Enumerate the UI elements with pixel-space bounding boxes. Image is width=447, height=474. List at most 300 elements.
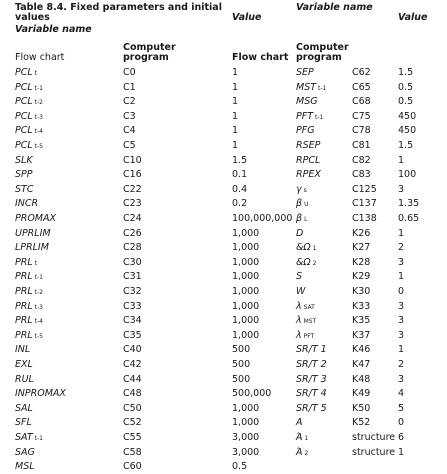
flow-chart-variable <box>15 357 33 372</box>
initial-value <box>232 445 259 460</box>
flow-chart-variable-text: PRL <box>15 329 33 341</box>
flow-chart-variable-right-text: β <box>296 198 303 210</box>
table-row <box>0 357 447 372</box>
initial-value-text: 1,000 <box>232 227 260 239</box>
computer-program-code-right <box>352 94 371 109</box>
table-row <box>0 138 447 153</box>
flow-chart-variable-right <box>296 430 308 446</box>
computer-program-code-right-text: K29 <box>352 271 371 283</box>
flow-chart-variable <box>15 211 56 226</box>
initial-value-text: 1,000 <box>232 256 260 268</box>
computer-program-code-right <box>352 415 370 430</box>
computer-program-code-text: C3 <box>123 110 136 122</box>
initial-value-text: 0.5 <box>232 461 248 473</box>
initial-value-text: 100,000,000 <box>232 213 293 224</box>
initial-value-right <box>398 372 404 387</box>
initial-value-right-text: 2 <box>398 242 405 254</box>
initial-value <box>232 109 238 124</box>
flow-chart-variable-right-subscript: 1 <box>312 245 317 253</box>
initial-value <box>232 211 292 226</box>
computer-program-code-right <box>352 182 377 197</box>
flow-chart-variable-text: PRL <box>15 286 33 297</box>
computer-program-header-line2: program <box>123 52 169 63</box>
table-row <box>0 401 447 416</box>
flow-chart-variable-right-text: MST <box>296 81 317 93</box>
table-title: Table 8.4. Fixed parameters and initial <box>15 2 222 13</box>
initial-value <box>232 357 250 372</box>
computer-program-code-text: C26 <box>123 227 142 239</box>
flow-chart-variable-right-text: MSG <box>296 96 318 108</box>
computer-program-code <box>123 211 142 226</box>
computer-program-code-right <box>352 342 370 357</box>
computer-program-code-right <box>352 196 377 211</box>
computer-program-code <box>123 284 142 299</box>
initial-value <box>232 459 247 474</box>
flow-chart-variable-right-text: SR/T 3 <box>296 373 327 385</box>
flow-chart-variable-right-text: RPEX <box>296 169 321 181</box>
table-row <box>0 255 447 270</box>
initial-value-text: 1 <box>232 140 239 151</box>
computer-program-code <box>123 240 142 255</box>
flow-chart-variable-right-text: SR/T 2 <box>296 359 327 370</box>
flow-chart-variable-subscript: t-5 <box>34 332 43 340</box>
flow-chart-variable-right-text: W <box>296 286 306 297</box>
flow-chart-variable <box>15 401 33 416</box>
initial-value <box>232 430 259 445</box>
flow-chart-variable-right <box>296 94 318 109</box>
initial-value-right-text: 0.65 <box>398 213 420 224</box>
computer-program-code-right <box>352 255 370 270</box>
initial-value-right-text: 6 <box>398 432 405 443</box>
initial-value <box>232 269 259 284</box>
computer-program-code <box>123 80 136 95</box>
flow-chart-variable-right-text: RPCL <box>296 154 321 166</box>
initial-value <box>232 226 259 241</box>
table-row <box>0 372 447 387</box>
computer-program-code-right <box>352 211 377 226</box>
initial-value-right <box>398 401 404 416</box>
flow-chart-variable <box>15 167 33 182</box>
flow-chart-variable-text: SFL <box>15 417 32 429</box>
initial-value-right <box>398 138 413 153</box>
table-row <box>0 299 447 314</box>
flow-chart-variable-subscript: t <box>34 70 38 77</box>
flow-chart-variable-text: EXL <box>15 359 33 370</box>
initial-value-text: 1 <box>232 96 239 108</box>
computer-program-code-right-text: K50 <box>352 402 371 414</box>
computer-program-code-right <box>352 430 395 445</box>
computer-program-code-text: C4 <box>123 125 136 137</box>
initial-value-text: 3,000 <box>232 446 260 458</box>
flow-chart-variable-subscript: t-1 <box>34 274 43 282</box>
initial-value-right <box>398 211 419 226</box>
table-row <box>0 328 447 343</box>
flow-chart-variable-text: PCL <box>15 110 33 122</box>
computer-program-code-right <box>352 226 370 241</box>
initial-value <box>232 328 259 343</box>
initial-value <box>232 80 238 95</box>
computer-program-code-right-text: K52 <box>352 417 371 429</box>
flow-chart-variable <box>15 299 43 315</box>
flow-chart-variable-right <box>296 342 327 357</box>
initial-value-right-text: 450 <box>398 125 417 137</box>
flow-chart-variable-right <box>296 153 320 168</box>
variable-name-header-right: Variable name <box>296 2 373 13</box>
flow-chart-variable-right <box>296 226 303 241</box>
computer-program-code-right <box>352 80 371 95</box>
table-row <box>0 94 447 109</box>
flow-chart-variable-text: PCL <box>15 67 33 78</box>
computer-program-code-right <box>352 167 371 182</box>
table-title-continued: values <box>15 12 50 23</box>
computer-program-code-right-text: C81 <box>352 140 371 151</box>
table-row <box>0 313 447 328</box>
computer-program-code-text: C2 <box>123 96 136 108</box>
computer-program-code-right <box>352 401 370 416</box>
computer-program-code-text: C44 <box>123 373 142 385</box>
flow-chart-variable-text: PCL <box>15 125 33 137</box>
computer-program-code-right <box>352 269 370 284</box>
flow-chart-variable-subscript: t-3 <box>34 113 43 121</box>
computer-program-code-text: C32 <box>123 286 142 297</box>
initial-value-text: 500 <box>232 344 251 356</box>
flow-chart-variable-text: UPRLIM <box>15 227 51 239</box>
flow-chart-variable-right-subscript: t-1 <box>315 113 324 121</box>
initial-value-right-text: 0 <box>398 417 405 429</box>
flow-chart-variable-subscript: t-1 <box>34 435 43 442</box>
initial-value-right-text: 1 <box>398 271 405 283</box>
initial-value-text: 3,000 <box>232 432 260 443</box>
flow-chart-variable-right <box>296 65 314 80</box>
flow-chart-variable-right <box>296 299 315 315</box>
table-row <box>0 65 447 80</box>
table-row <box>0 386 447 401</box>
flow-chart-variable <box>15 284 43 300</box>
computer-program-code <box>123 269 142 284</box>
computer-program-code-right-text: C138 <box>352 213 377 224</box>
flow-chart-variable-right-text: PFG <box>296 125 315 137</box>
computer-program-code <box>123 357 142 372</box>
table-row <box>0 182 447 197</box>
flow-chart-variable-text: INCR <box>15 198 39 210</box>
computer-program-code-right <box>352 123 371 138</box>
initial-value-text: 1.5 <box>232 154 248 166</box>
flow-chart-variable-right-subscript: MST <box>303 318 317 326</box>
computer-program-code <box>123 430 142 445</box>
flow-chart-variable-text: SAG <box>15 446 35 458</box>
flow-chart-variable-right <box>296 269 302 284</box>
computer-program-code-right-text: K47 <box>352 359 371 370</box>
initial-value <box>232 372 250 387</box>
computer-program-code-right <box>352 372 370 387</box>
initial-value-right-text: 1 <box>398 227 405 239</box>
initial-value-right <box>398 313 404 328</box>
flow-chart-variable <box>15 415 32 430</box>
flow-chart-variable <box>15 65 37 81</box>
initial-value-right-text: 1 <box>398 154 405 166</box>
flow-chart-variable-right-subscript: 2 <box>304 449 309 457</box>
initial-value-right-text: 3 <box>398 256 405 268</box>
flow-chart-variable-text: STC <box>15 183 34 195</box>
computer-program-code-right <box>352 313 370 328</box>
initial-value <box>232 65 238 80</box>
initial-value-right-text: 3 <box>398 300 405 312</box>
initial-value <box>232 255 259 270</box>
initial-value-text: 0.1 <box>232 169 248 181</box>
computer-program-code-text: C40 <box>123 344 142 356</box>
table-row <box>0 459 447 474</box>
computer-program-code <box>123 299 142 314</box>
initial-value-text: 500 <box>232 373 251 385</box>
initial-value-text: 1 <box>232 67 239 78</box>
flow-chart-variable-right <box>296 167 321 182</box>
computer-program-code <box>123 415 142 430</box>
flow-chart-variable <box>15 123 43 139</box>
initial-value <box>232 138 238 153</box>
initial-value-right <box>398 342 404 357</box>
computer-program-code <box>123 153 142 168</box>
flow-chart-variable <box>15 182 33 197</box>
flow-chart-variable <box>15 445 35 460</box>
computer-program-code-right <box>352 357 370 372</box>
flow-chart-variable-text: INL <box>15 344 31 356</box>
initial-value-text: 1,000 <box>232 286 260 297</box>
initial-value <box>232 342 250 357</box>
initial-value <box>232 240 259 255</box>
computer-program-code-right-text: C78 <box>352 125 371 137</box>
computer-program-code-right-text: K30 <box>352 286 371 297</box>
flow-chart-variable <box>15 80 43 96</box>
flow-chart-variable-right-text: λ <box>296 315 302 327</box>
initial-value-right-text: 0.5 <box>398 96 414 108</box>
flow-chart-variable <box>15 240 49 255</box>
flow-chart-variable-right-text: &Ω <box>296 256 311 268</box>
computer-program-code-right <box>352 138 371 153</box>
initial-value <box>232 167 247 182</box>
initial-value-right <box>398 226 404 241</box>
computer-program-code <box>123 123 136 138</box>
initial-value-right <box>398 240 404 255</box>
computer-program-code-text: C31 <box>123 271 142 283</box>
flow-chart-variable-right-text: β <box>296 213 303 224</box>
variable-name-header-left: Variable name <box>15 24 92 35</box>
initial-value-right-text: 1 <box>398 344 405 356</box>
computer-program-code-text: C28 <box>123 242 142 254</box>
flow-chart-variable-text: SLK <box>15 154 33 166</box>
initial-value-text: 1,000 <box>232 417 260 429</box>
flow-chart-variable <box>15 153 33 168</box>
flow-chart-variable-right-subscript: t-1 <box>318 84 327 92</box>
computer-program-header-right: Computer <box>296 42 349 53</box>
flow-chart-variable <box>15 226 51 241</box>
flow-chart-variable <box>15 94 43 110</box>
computer-program-code-right <box>352 65 371 80</box>
initial-value <box>232 153 247 168</box>
flow-chart-variable-text: PRL <box>15 271 33 283</box>
initial-value <box>232 123 238 138</box>
computer-program-code-right <box>352 445 395 460</box>
flow-chart-variable <box>15 459 35 474</box>
flow-chart-variable-text: INPROMAX <box>15 388 66 400</box>
program-header-right: program <box>296 52 342 63</box>
flow-chart-variable-right-subscript: 2 <box>312 259 317 267</box>
computer-program-code-text: C58 <box>123 446 142 458</box>
flow-chart-variable-subscript: t-3 <box>34 303 43 311</box>
computer-program-code-text: C34 <box>123 315 142 327</box>
table-row <box>0 445 447 460</box>
initial-value-right-text: 1.35 <box>398 198 420 210</box>
computer-program-code-right <box>352 386 370 401</box>
table-row <box>0 240 447 255</box>
flow-chart-variable-right <box>296 211 307 227</box>
computer-program-code-right <box>352 153 371 168</box>
flow-chart-variable-text: SAT <box>15 432 33 443</box>
flow-chart-variable <box>15 138 43 154</box>
flow-chart-variable <box>15 109 43 125</box>
initial-value-right <box>398 430 404 445</box>
computer-program-code <box>123 372 142 387</box>
flow-chart-variable-text: SPP <box>15 169 33 181</box>
computer-program-code-text: C30 <box>123 256 142 268</box>
table-row <box>0 123 447 138</box>
initial-value-right <box>398 415 404 430</box>
flow-chart-variable-right-text: SR/T 5 <box>296 402 327 414</box>
flow-chart-variable <box>15 342 30 357</box>
table-row <box>0 430 447 445</box>
table-row <box>0 269 447 284</box>
initial-value-right-text: 3 <box>398 183 405 195</box>
initial-value-right-text: 3 <box>398 373 405 385</box>
computer-program-code-right <box>352 240 370 255</box>
initial-value-text: 1 <box>232 110 239 122</box>
computer-program-code-right-text: K33 <box>352 300 371 312</box>
computer-program-code-text: C55 <box>123 432 142 443</box>
flow-chart-variable-text: LPRLIM <box>15 242 49 254</box>
table-row <box>0 211 447 226</box>
computer-program-code-text: C42 <box>123 359 142 370</box>
flow-chart-variable-text: PCL <box>15 81 33 93</box>
initial-value <box>232 182 247 197</box>
initial-value-text: 1 <box>232 81 239 93</box>
flow-chart-variable-right-subscript: SAT <box>303 303 315 311</box>
initial-value-right-text: 3 <box>398 329 405 341</box>
initial-value-right <box>398 269 404 284</box>
flow-chart-variable-right <box>296 109 323 125</box>
flow-chart-variable-text: PROMAX <box>15 213 57 224</box>
computer-program-code-right <box>352 284 370 299</box>
initial-value <box>232 313 259 328</box>
initial-value-right-text: 1 <box>398 446 405 458</box>
computer-program-code-right-text: K26 <box>352 227 371 239</box>
initial-value-right <box>398 65 413 80</box>
initial-value-text: 500 <box>232 359 251 370</box>
flow-chart-variable-right-subscript: 1 <box>304 435 309 442</box>
flow-chart-variable-right-subscript: U <box>304 201 309 209</box>
computer-program-code-right <box>352 109 371 124</box>
computer-program-code <box>123 255 142 270</box>
initial-value <box>232 401 259 416</box>
table-row <box>0 153 447 168</box>
computer-program-code-right-text: C65 <box>352 81 371 93</box>
initial-value-right <box>398 109 416 124</box>
flow-chart-variable-right <box>296 196 308 212</box>
computer-program-code-text: C52 <box>123 417 142 429</box>
computer-program-code-right-text: K37 <box>352 329 371 341</box>
computer-program-code-text: C0 <box>123 67 136 78</box>
flow-chart-variable-right-text: SR/T 1 <box>296 344 327 356</box>
initial-value-right-text: 3 <box>398 315 405 327</box>
flow-chart-variable-text: PCL <box>15 140 33 151</box>
flow-chart-variable-right-text: λ <box>296 300 302 312</box>
initial-value-right <box>398 196 419 211</box>
flow-chart-variable-right-text: &Ω <box>296 242 311 254</box>
flow-chart-variable-right-text: γ <box>296 183 302 195</box>
flow-chart-variable-right <box>296 445 308 461</box>
computer-program-code-right-text: C125 <box>352 183 377 195</box>
flow-chart-variable-right <box>296 284 305 299</box>
computer-program-code-right-text: structure <box>352 446 396 458</box>
computer-program-code-right-text: C137 <box>352 198 377 210</box>
initial-value-right-text: 450 <box>398 110 417 122</box>
computer-program-code-text: C5 <box>123 140 136 151</box>
flow-chart-variable-right-text: SR/T 4 <box>296 388 327 400</box>
initial-value-right <box>398 153 404 168</box>
computer-program-code <box>123 386 142 401</box>
flow-chart-variable-right-text: D <box>296 227 304 239</box>
initial-value-right <box>398 299 404 314</box>
flow-chart-variable-text: SAL <box>15 402 33 414</box>
flow-chart-variable-right <box>296 357 327 372</box>
computer-program-code-right-text: structure <box>352 432 396 443</box>
computer-program-code-right-text: K27 <box>352 242 371 254</box>
computer-program-code-text: C48 <box>123 388 142 400</box>
initial-value-right <box>398 80 413 95</box>
flow-chart-variable-text: RUL <box>15 373 34 385</box>
computer-program-code <box>123 94 136 109</box>
initial-value <box>232 415 259 430</box>
flow-chart-variable-subscript: t-2 <box>34 99 43 107</box>
computer-program-code-right-text: C83 <box>352 169 371 181</box>
initial-value-right-text: 2 <box>398 359 405 370</box>
computer-program-code <box>123 342 142 357</box>
computer-program-code-text: C16 <box>123 169 142 181</box>
flow-chart-variable-text: PRL <box>15 315 33 327</box>
flow-chart-variable-right-text: Ά <box>296 432 303 443</box>
computer-program-code-right-text: K49 <box>352 388 371 400</box>
computer-program-code-text: C10 <box>123 154 142 166</box>
flow-chart-variable-right-text: SEP <box>296 67 314 78</box>
flow-chart-variable <box>15 313 43 329</box>
computer-program-code-text: C60 <box>123 461 142 473</box>
table-row <box>0 342 447 357</box>
flow-chart-variable-right-subscript: s <box>303 186 307 194</box>
initial-value-text: 0.4 <box>232 183 248 195</box>
initial-value-text: 500,000 <box>232 388 272 400</box>
flow-chart-variable-right-text: RSEP <box>296 140 321 151</box>
initial-value-right <box>398 123 416 138</box>
computer-program-code-text: C24 <box>123 213 142 224</box>
flow-chart-variable-right <box>296 182 307 198</box>
flow-chart-variable <box>15 430 43 446</box>
flow-chart-variable <box>15 386 66 401</box>
computer-program-code-right <box>352 299 370 314</box>
initial-value-text: 0.2 <box>232 198 248 210</box>
flow-chart-variable-right <box>296 401 327 416</box>
initial-value-right <box>398 357 404 372</box>
computer-program-code <box>123 109 136 124</box>
computer-program-code <box>123 138 136 153</box>
computer-program-code-right-text: C82 <box>352 154 371 166</box>
